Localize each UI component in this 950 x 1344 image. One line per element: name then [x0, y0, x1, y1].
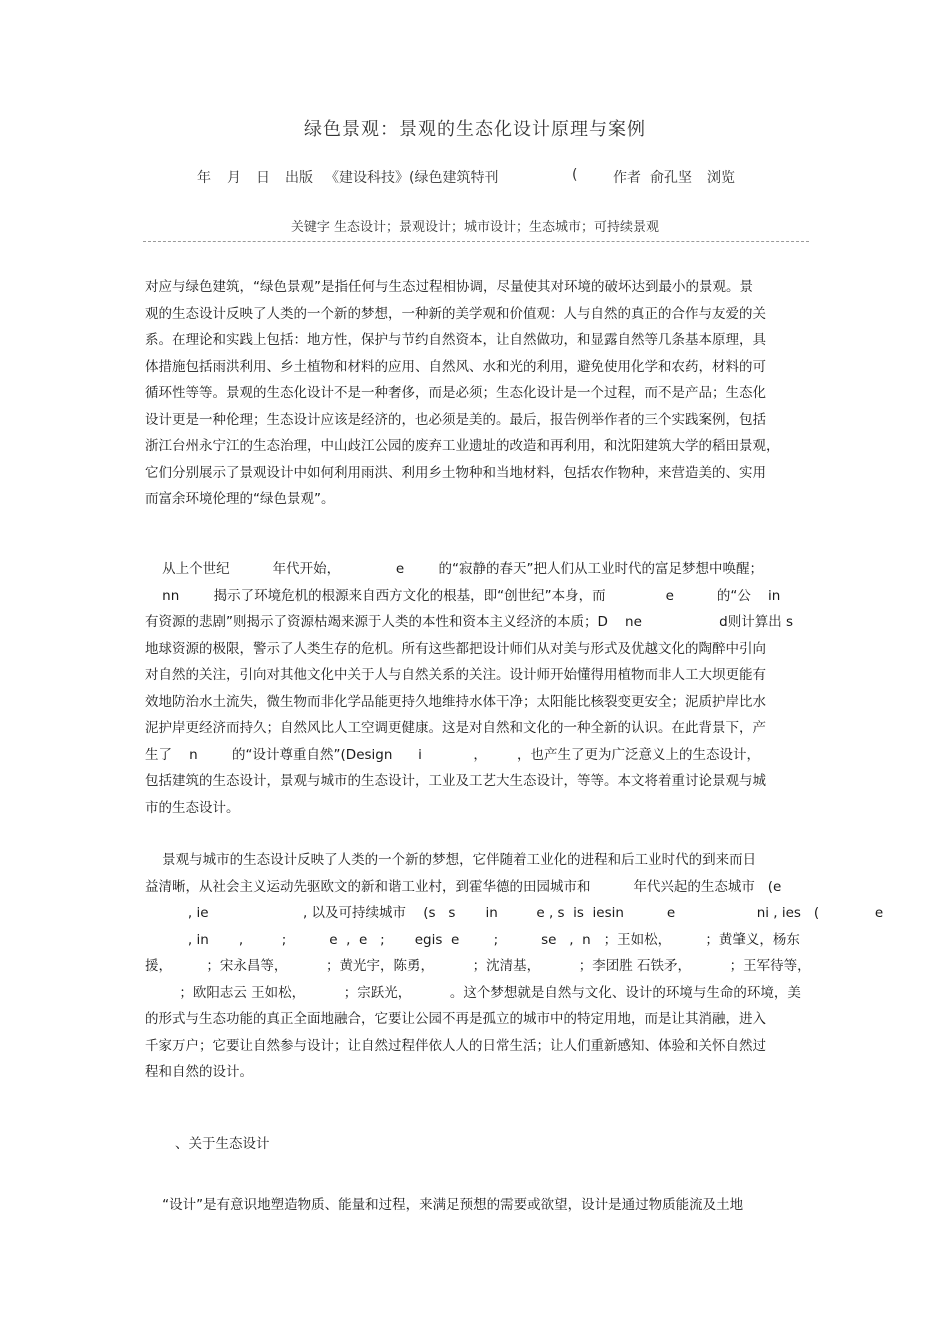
text-line: 浙江台州永宁江的生态治理，中山歧江公园的废弃工业遗址的改造和再利用，和沈阳建筑大学的稻田景观，: [145, 438, 780, 454]
text-line: 对应与绿色建筑，“绿色景观”是指任何与生态过程相协调，尽量使其对环境的破坏达到最小的景观。景: [145, 279, 753, 295]
meta-published: 出版: [285, 170, 313, 186]
meta-year: 年: [197, 170, 211, 186]
meta-month: 月: [227, 170, 241, 186]
body-paragraph-2: [145, 847, 884, 1086]
text-line: 系。在理论和实践上包括：地方性，保护与节约自然资本，让自然做功，和显露自然等几条基本原理，具: [145, 332, 766, 348]
text-line: 景观与城市的生态设计反映了人类的一个新的梦想，它伴随着工业化的进程和后工业时代的到来而日: [145, 852, 757, 868]
text-line: 设计更是一种伦理；生态设计应该是经济的，也必须是美的。最后，报告例举作者的三个实践案例，包括: [145, 411, 766, 428]
text-line: 千家万户；它要让自然参与设计；让自然过程伴依人人的日常生活；让人们重新感知、体验和关怀自然过: [145, 1037, 766, 1054]
text-line: 循环性等等。景观的生态化设计不是一种奢侈，而是必须；生态化设计是一个过程，而不是产品；生态化: [145, 385, 766, 401]
meta-author: 俞孔坚: [650, 170, 692, 186]
text-line: , in , ; e , e ; egis e ; se , n ；王如松， ；黄肇义，杨东: [145, 931, 800, 948]
text-line: 的形式与生态功能的真正全面地融合，它要让公园不再是孤立的城市中的特定用地，而是让其消融，进入: [145, 1011, 766, 1027]
text-line: 益清晰，从社会主义运动先驱欧文的新和谐工业村，到霍华德的田园城市和 年代兴起的生态城市 (e: [145, 878, 782, 895]
text-line: 泥护岸更经济而持久；自然风比人工空调更健康。这是对自然和文化的一种全新的认识。在此背景下，产: [145, 720, 766, 736]
keywords: 关键字 生态设计；景观设计；城市设计；生态城市；可持续景观: [290, 220, 660, 235]
text-line: ；欧阳志云 王如松， ；宗跃光， 。这个梦想就是自然与文化、设计的环境与生命的环境，美: [145, 984, 801, 1001]
text-line: “设计”是有意识地塑造物质、能量和过程，来满足预想的需要或欲望，设计是通过物质能流及土地: [145, 1197, 744, 1213]
section-heading: 、关于生态设计: [175, 1136, 270, 1152]
text-line: 从上个世纪 年代开始， e 的“寂静的春天”把人们从工业时代的富足梦想中唤醒；: [145, 561, 763, 577]
text-line: 体措施包括雨洪利用、乡土植物和材料的应用、自然风、水和光的利用，避免使用化学和农药，材料的可: [145, 358, 766, 375]
text-line: 程和自然的设计。: [145, 1064, 253, 1080]
text-line: 它们分别展示了景观设计中如何利用雨洪、利用乡土物种和当地材料，包括农作物种，来营造美的、实用: [145, 464, 766, 481]
text-line: 包括建筑的生态设计，景观与城市的生态设计，工业及工艺大生态设计，等等。本文将着重讨论景观与城: [145, 773, 766, 789]
meta-journal: 《建设科技》(绿色建筑特刊: [325, 170, 499, 186]
text-line: 援， ；宋永昌等， ；黄光宇，陈勇， ；沈清基， ；李团胜 石铁矛， ；王军待等，: [145, 958, 811, 974]
page-title: 绿色景观：景观的生态化设计原理与案例: [304, 119, 646, 140]
text-line: , ie , 以及可持续城市 (s s in e , s is iesin e ni , ies ( e: [145, 905, 884, 921]
meta-day: 日: [256, 170, 270, 186]
text-line: 而富余环境伦理的“绿色景观”。: [145, 491, 335, 507]
text-line: 地球资源的极限，警示了人类生存的危机。所有这些都把设计师们从对美与形式及优越文化的陶醉中引向: [145, 640, 766, 657]
text-line: 市的生态设计。: [145, 799, 240, 816]
meta-paren: (: [572, 167, 578, 183]
text-line: 生了 n 的“设计尊重自然”(Design i ， ，也产生了更为广泛意义上的生态设计，: [145, 746, 760, 763]
body-paragraph-1: [145, 556, 825, 821]
meta-views: 浏览: [707, 170, 735, 186]
text-line: 效地防治水土流失，微生物而非化学品能更持久地维持水体干净；太阳能比核裂变更安全；泥质护岸比水: [145, 693, 766, 710]
abstract-paragraph: [145, 274, 825, 513]
meta-author-label: 作者: [613, 170, 641, 186]
text-line: 对自然的关注，引向对其他文化中关于人与自然关系的关注。设计师开始懂得用植物而非人工大坝更能有: [145, 667, 766, 683]
text-line: 有资源的悲剧”则揭示了资源枯竭来源于人类的本性和资本主义经济的本质；D ne d则计算出 s: [145, 614, 794, 630]
divider: [143, 241, 809, 242]
text-line: nn 揭示了环境危机的根源来自西方文化的根基，即“创世纪”本身，而 e 的“公 in: [145, 587, 781, 604]
text-line: 观的生态设计反映了人类的一个新的梦想，一种新的美学观和价值观：人与自然的真正的合作与友爱的关: [145, 305, 766, 322]
body-paragraph-3: [145, 1192, 825, 1219]
